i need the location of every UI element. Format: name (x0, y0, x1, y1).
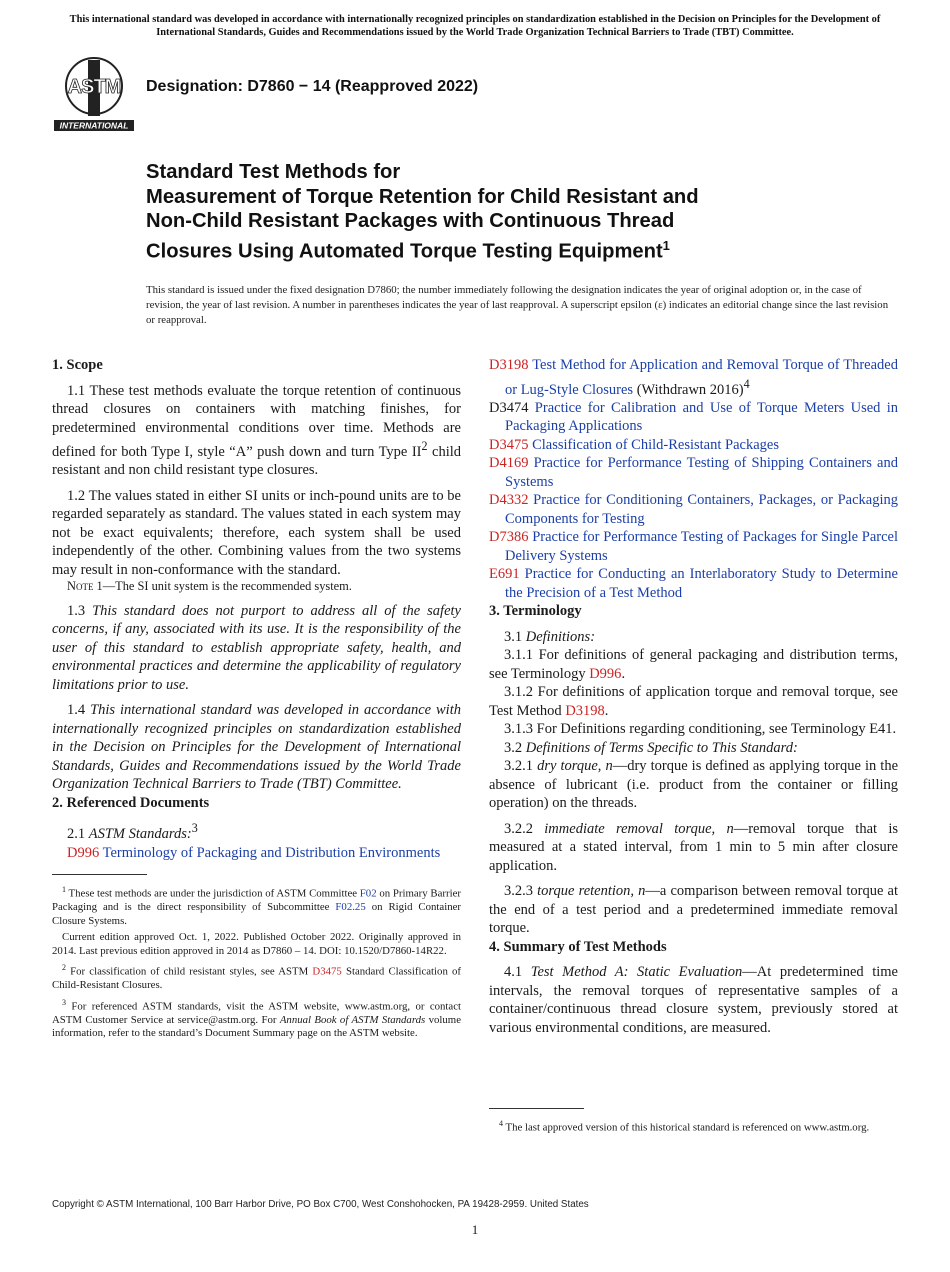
svg-text:INTERNATIONAL: INTERNATIONAL (59, 120, 129, 131)
para-3-2-2: 3.2.2 immediate removal torque, n—removal torque that is measured at a stated interval, from 1 min to 5 min after closure application. (489, 820, 899, 874)
footnote-divider (52, 874, 147, 875)
ref-d3474[interactable]: D3474 Practice for Calibration and Use of Torque Meters Used in Packaging Applications (489, 399, 898, 435)
footnote-2: $^2$ For classification of child resistant styles, see ASTM D3475 Standard Classification of Child-Resistant Closures. (52, 963, 461, 992)
para-3-1-1: 3.1.1 For definitions of general packaging and distribution terms, see Terminology D996. (489, 647, 898, 682)
para-1-1: 1.1 These test methods evaluate the torque retention of continuous thread closures on containers with matching finishes, for predetermined environmental conditions over time. Methods are defined for both Type I, style “A” push down and turn Type $II^2$ child resistant and non child resistant type closures. (52, 382, 462, 479)
para-3-1-3: 3.1.3 For Definitions regarding conditioning, see Terminology E41. (504, 721, 897, 738)
ref-d7386[interactable]: D7386 Practice for Performance Testing of Packages for Single Parcel Delivery Systems (489, 529, 898, 564)
footnote-4: $^4$ The last approved version of this historical standard is referenced on www.astm.org. (499, 1119, 870, 1134)
section-heading-terminology: 3. Terminology (489, 603, 582, 620)
ref-d996[interactable]: D996 Terminology of Packaging and Distribution Environments (67, 844, 441, 861)
para-1-2: 1.2 The values stated in either SI units or inch-pound units are to be regarded separately as standard. The values stated in each system may not be exact equivalents; therefore, each system shall be used independently of the other. Combining values from the two systems may result in non-conformance with the standard. (52, 487, 461, 578)
para-1-3: 1.3 This standard does not purport to address all of the safety concerns, if any, associated with its use. It is the responsibility of the user of this standard to establish appropriate safety, health, and environmental practices and determine the applicability of regulatory limitations prior to use. (52, 602, 461, 693)
para-3-2: 3.2 Definitions of Terms Specific to This Standard: (504, 739, 798, 756)
link-d996[interactable]: D996 (589, 665, 622, 682)
astm-logo (52, 56, 136, 132)
note-1: Note 1—The SI unit system is the recommended system. (67, 579, 352, 594)
right-column (489, 356, 898, 1037)
svg-text:ASTM: ASTM (67, 76, 121, 98)
title-line-3: Non-Child Resistant Packages with Continuous Thread (146, 210, 675, 232)
ref-d4169[interactable]: D4169 Practice for Performance Testing of Shipping Containers and Systems (489, 455, 898, 490)
ref-d3198[interactable]: D3198 Test Method for Application and Removal Torque of Threaded or Lug-Style Closures (Withdrawn 2016)$^4$ (489, 357, 898, 398)
link-f02[interactable]: F02 (359, 887, 377, 900)
para-3-2-1: 3.2.1 dry torque, n—dry torque is defined as applying torque in the absence of lubricant (i.e. product from the container or filling operation) on the threads. (489, 758, 899, 812)
link-f02-25[interactable]: F02.25 (335, 901, 366, 914)
copyright-footer: Copyright © ASTM International, 100 Barr Harbor Drive, PO Box C700, West Conshohocken, PA 19428-2959. United States (52, 1199, 589, 1210)
left-column (52, 356, 461, 1044)
footnote-1-edition: Current edition approved Oct. 1, 2022. Published October 2022. Originally approved in 2014. Last previous edition approved in 2014 as D7860 – 14. DOI: 10.1520/D7860-14R22. (52, 931, 461, 957)
astm-logo-icon (52, 56, 136, 132)
page-number: 1 (471, 1222, 479, 1237)
title-footnote-mark[interactable]: 1 (662, 237, 670, 253)
footnote-divider-right (489, 1108, 584, 1109)
link-d3198[interactable]: D3198 (565, 702, 605, 719)
ref-d4332[interactable]: D4332 Practice for Conditioning Containers, Packages, or Packaging Components for Testing (489, 492, 898, 527)
para-3-1: 3.1 Definitions: (504, 628, 596, 645)
ref-e691[interactable]: E691 Practice for Conducting an Interlaboratory Study to Determine the Precision of a Test Method (489, 566, 898, 601)
document-title (146, 160, 846, 264)
section-heading-summary: 4. Summary of Test Methods (489, 938, 667, 955)
link-d3475-fn[interactable]: D3475 (312, 965, 342, 978)
para-1-4: 1.4 This international standard was developed in accordance with internationally recognized principles on standardization established in the Decision on Principles for the Development of International Standards, Guides and Recommendations issued by the World Trade Organization Technical Barriers to Trade (TBT) Committee. (52, 702, 461, 793)
footnote-3: $^3$ For referenced ASTM standards, visit the ASTM website, www.astm.org, or contact ASTM Customer Service at service@astm.org. For Annual Book of ASTM Standards volume information, refer to the standard’s Document Summary page on the ASTM website. (52, 997, 461, 1040)
section-heading-scope: 1. Scope (52, 357, 103, 373)
para-3-1-2: 3.1.2 For definitions of application torque and removal torque, see Test Method D3198. (489, 684, 898, 719)
preamble: This standard is issued under the fixed designation D7860; the number immediately following the designation indicates the year of original adoption or, in the case of revision, the year of last revision. A number in parentheses indicates the year of last reapproval. A superscript epsilon (ε) indicates an editorial change since the last revision or reapproval. (146, 284, 889, 326)
title-line-1: Standard Test Methods for (146, 161, 401, 183)
title-line-4: Closures Using Automated Torque Testing Equipment$^1$ (146, 237, 670, 263)
para-3-2-3: 3.2.3 torque retention, n—a comparison between removal torque at the end of a test period and a predetermined immediate removal torque. (489, 883, 898, 937)
section-heading-referenced: 2. Referenced Documents (52, 794, 210, 811)
title-line-2: Measurement of Torque Retention for Child Resistant and (146, 185, 699, 208)
top-notice: This international standard was developed in accordance with internationally recognized principles on standardization established in the Decision on Principles for the Development of International Standards, Guides and Recommendations issued by the World Trade Organization Technical Barriers to Trade (TBT) Committee. (69, 14, 881, 38)
para-4-1: 4.1 Test Method A: Static Evaluation—At predetermined time intervals, the removal torques of representative samples of a container/continuous thread closure system, previously stored at various environmental conditions, are measured. (489, 964, 898, 1036)
right-footnotes (489, 1096, 898, 1138)
footnote-1: $^1$ These test methods are under the jurisdiction of ASTM Committee F02 on Primary Barrier Packaging and is the direct responsibility of Subcommittee F02.25 on Rigid Container Closure Systems. (52, 885, 462, 927)
ref-d3475[interactable]: D3475 Classification of Child-Resistant Packages (489, 436, 779, 453)
designation: Designation: D7860 − 14 (Reapproved 2022) (146, 78, 479, 95)
para-2-1: 2.1 ASTM Standards:$^3$ (67, 821, 198, 843)
